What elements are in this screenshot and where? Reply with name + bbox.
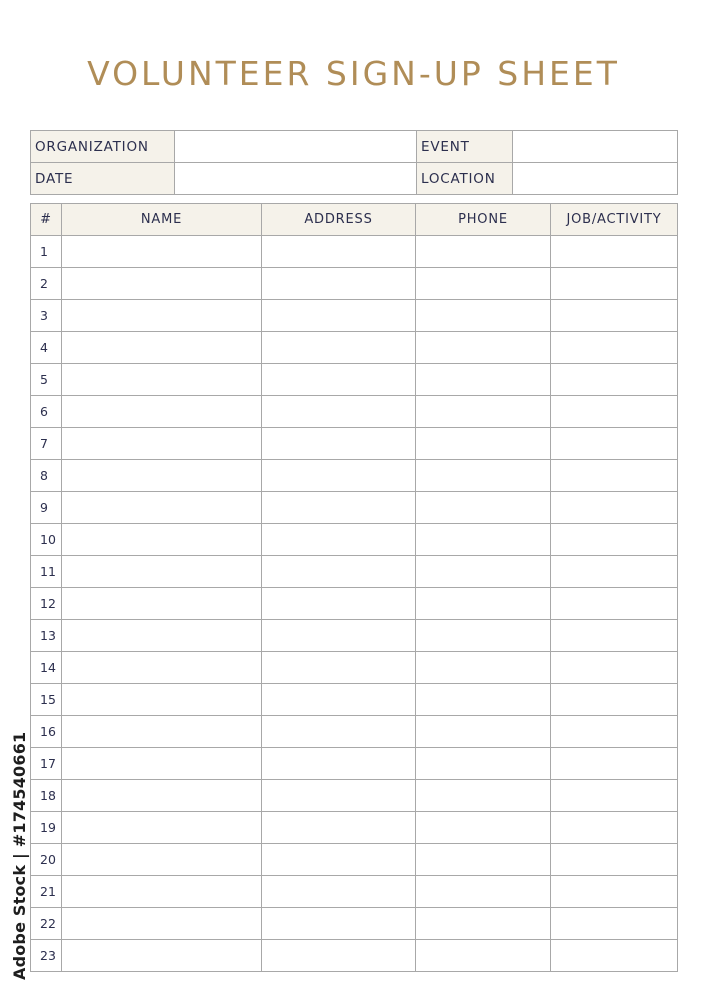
table-row: [31, 492, 678, 524]
row-number: 2: [31, 268, 62, 300]
table-row: [31, 876, 678, 908]
address-cell[interactable]: [262, 428, 416, 460]
table-row: [31, 524, 678, 556]
name-cell[interactable]: [62, 780, 262, 812]
phone-cell[interactable]: [416, 556, 551, 588]
phone-cell[interactable]: [416, 812, 551, 844]
table-header-row: [31, 204, 678, 236]
name-cell[interactable]: [62, 684, 262, 716]
info-table: [30, 130, 678, 195]
name-cell[interactable]: [62, 588, 262, 620]
row-number: 1: [31, 236, 62, 268]
name-cell[interactable]: [62, 524, 262, 556]
job-activity-cell[interactable]: [551, 364, 678, 396]
phone-cell[interactable]: [416, 300, 551, 332]
address-cell[interactable]: [262, 556, 416, 588]
name-cell[interactable]: [62, 236, 262, 268]
phone-cell[interactable]: [416, 268, 551, 300]
job-activity-cell[interactable]: [551, 940, 678, 972]
row-number: 20: [31, 844, 62, 876]
row-number: 18: [31, 780, 62, 812]
row-number: 23: [31, 940, 62, 972]
address-cell[interactable]: [262, 396, 416, 428]
name-cell[interactable]: [62, 556, 262, 588]
address-cell[interactable]: [262, 588, 416, 620]
event-field[interactable]: [513, 131, 678, 163]
job-activity-cell[interactable]: [551, 492, 678, 524]
name-cell[interactable]: [62, 332, 262, 364]
job-activity-cell[interactable]: [551, 236, 678, 268]
job-activity-cell[interactable]: [551, 428, 678, 460]
address-cell[interactable]: [262, 524, 416, 556]
row-number: 12: [31, 588, 62, 620]
phone-cell[interactable]: [416, 492, 551, 524]
address-cell[interactable]: [262, 940, 416, 972]
job-activity-cell[interactable]: [551, 748, 678, 780]
phone-cell[interactable]: [416, 844, 551, 876]
event-label: EVENT: [417, 131, 513, 163]
date-label: DATE: [31, 163, 175, 195]
job-activity-cell[interactable]: [551, 332, 678, 364]
phone-cell[interactable]: [416, 236, 551, 268]
table-row: [31, 748, 678, 780]
name-cell[interactable]: [62, 300, 262, 332]
row-number: 9: [31, 492, 62, 524]
address-cell[interactable]: [262, 300, 416, 332]
address-cell[interactable]: [262, 652, 416, 684]
name-cell[interactable]: [62, 908, 262, 940]
job-activity-cell[interactable]: [551, 524, 678, 556]
row-number: 13: [31, 620, 62, 652]
address-cell[interactable]: [262, 908, 416, 940]
table-row: [31, 716, 678, 748]
row-number: 3: [31, 300, 62, 332]
job-activity-cell[interactable]: [551, 780, 678, 812]
row-number: 14: [31, 652, 62, 684]
address-cell[interactable]: [262, 460, 416, 492]
row-number: 11: [31, 556, 62, 588]
address-cell[interactable]: [262, 332, 416, 364]
name-cell[interactable]: [62, 460, 262, 492]
address-cell[interactable]: [262, 236, 416, 268]
address-cell[interactable]: [262, 812, 416, 844]
phone-cell[interactable]: [416, 748, 551, 780]
column-header-address: ADDRESS: [262, 204, 416, 236]
job-activity-cell[interactable]: [551, 300, 678, 332]
name-cell[interactable]: [62, 940, 262, 972]
info-row-organization-event: [31, 131, 678, 163]
column-header-number: #: [31, 204, 62, 236]
phone-cell[interactable]: [416, 652, 551, 684]
phone-cell[interactable]: [416, 396, 551, 428]
address-cell[interactable]: [262, 492, 416, 524]
table-row: [31, 428, 678, 460]
job-activity-cell[interactable]: [551, 908, 678, 940]
job-activity-cell[interactable]: [551, 652, 678, 684]
phone-cell[interactable]: [416, 524, 551, 556]
phone-cell[interactable]: [416, 780, 551, 812]
column-header-name: NAME: [62, 204, 262, 236]
row-number: 16: [31, 716, 62, 748]
row-number: 15: [31, 684, 62, 716]
name-cell[interactable]: [62, 812, 262, 844]
job-activity-cell[interactable]: [551, 812, 678, 844]
phone-cell[interactable]: [416, 620, 551, 652]
job-activity-cell[interactable]: [551, 876, 678, 908]
row-number: 22: [31, 908, 62, 940]
address-cell[interactable]: [262, 780, 416, 812]
location-label: LOCATION: [417, 163, 513, 195]
job-activity-cell[interactable]: [551, 556, 678, 588]
name-cell[interactable]: [62, 428, 262, 460]
table-row: [31, 396, 678, 428]
column-header-phone: PHONE: [416, 204, 551, 236]
name-cell[interactable]: [62, 844, 262, 876]
table-row: [31, 332, 678, 364]
table-row: [31, 620, 678, 652]
info-row-date-location: [31, 163, 678, 195]
phone-cell[interactable]: [416, 940, 551, 972]
phone-cell[interactable]: [416, 428, 551, 460]
stock-id-label: Adobe Stock | #174540661: [10, 731, 29, 980]
phone-cell[interactable]: [416, 876, 551, 908]
job-activity-cell[interactable]: [551, 620, 678, 652]
phone-cell[interactable]: [416, 460, 551, 492]
table-row: [31, 780, 678, 812]
address-cell[interactable]: [262, 364, 416, 396]
phone-cell[interactable]: [416, 684, 551, 716]
organization-label: ORGANIZATION: [31, 131, 175, 163]
name-cell[interactable]: [62, 748, 262, 780]
address-cell[interactable]: [262, 684, 416, 716]
name-cell[interactable]: [62, 716, 262, 748]
address-cell[interactable]: [262, 620, 416, 652]
table-row: [31, 268, 678, 300]
signup-table: [30, 203, 678, 972]
address-cell[interactable]: [262, 268, 416, 300]
name-cell[interactable]: [62, 876, 262, 908]
job-activity-cell[interactable]: [551, 588, 678, 620]
phone-cell[interactable]: [416, 588, 551, 620]
row-number: 4: [31, 332, 62, 364]
name-cell[interactable]: [62, 492, 262, 524]
row-number: 21: [31, 876, 62, 908]
address-cell[interactable]: [262, 844, 416, 876]
row-number: 19: [31, 812, 62, 844]
name-cell[interactable]: [62, 652, 262, 684]
job-activity-cell[interactable]: [551, 460, 678, 492]
page-title: VOLUNTEER SIGN-UP SHEET: [87, 54, 620, 93]
job-activity-cell[interactable]: [551, 396, 678, 428]
address-cell[interactable]: [262, 876, 416, 908]
table-row: [31, 364, 678, 396]
phone-cell[interactable]: [416, 716, 551, 748]
table-body: [31, 236, 678, 972]
job-activity-cell[interactable]: [551, 268, 678, 300]
table-row: [31, 908, 678, 940]
name-cell[interactable]: [62, 268, 262, 300]
table-row: [31, 940, 678, 972]
phone-cell[interactable]: [416, 364, 551, 396]
name-cell[interactable]: [62, 620, 262, 652]
organization-field[interactable]: [175, 131, 417, 163]
table-row: [31, 556, 678, 588]
table-row: [31, 684, 678, 716]
table-row: [31, 652, 678, 684]
location-field[interactable]: [513, 163, 678, 195]
name-cell[interactable]: [62, 364, 262, 396]
table-row: [31, 460, 678, 492]
row-number: 10: [31, 524, 62, 556]
table-row: [31, 300, 678, 332]
job-activity-cell[interactable]: [551, 716, 678, 748]
row-number: 7: [31, 428, 62, 460]
job-activity-cell[interactable]: [551, 684, 678, 716]
row-number: 17: [31, 748, 62, 780]
table-row: [31, 812, 678, 844]
row-number: 8: [31, 460, 62, 492]
row-number: 6: [31, 396, 62, 428]
column-header-job-activity: JOB/ACTIVITY: [551, 204, 678, 236]
address-cell[interactable]: [262, 748, 416, 780]
name-cell[interactable]: [62, 396, 262, 428]
address-cell[interactable]: [262, 716, 416, 748]
job-activity-cell[interactable]: [551, 844, 678, 876]
table-row: [31, 844, 678, 876]
row-number: 5: [31, 364, 62, 396]
phone-cell[interactable]: [416, 332, 551, 364]
date-field[interactable]: [175, 163, 417, 195]
phone-cell[interactable]: [416, 908, 551, 940]
table-row: [31, 588, 678, 620]
table-row: [31, 236, 678, 268]
